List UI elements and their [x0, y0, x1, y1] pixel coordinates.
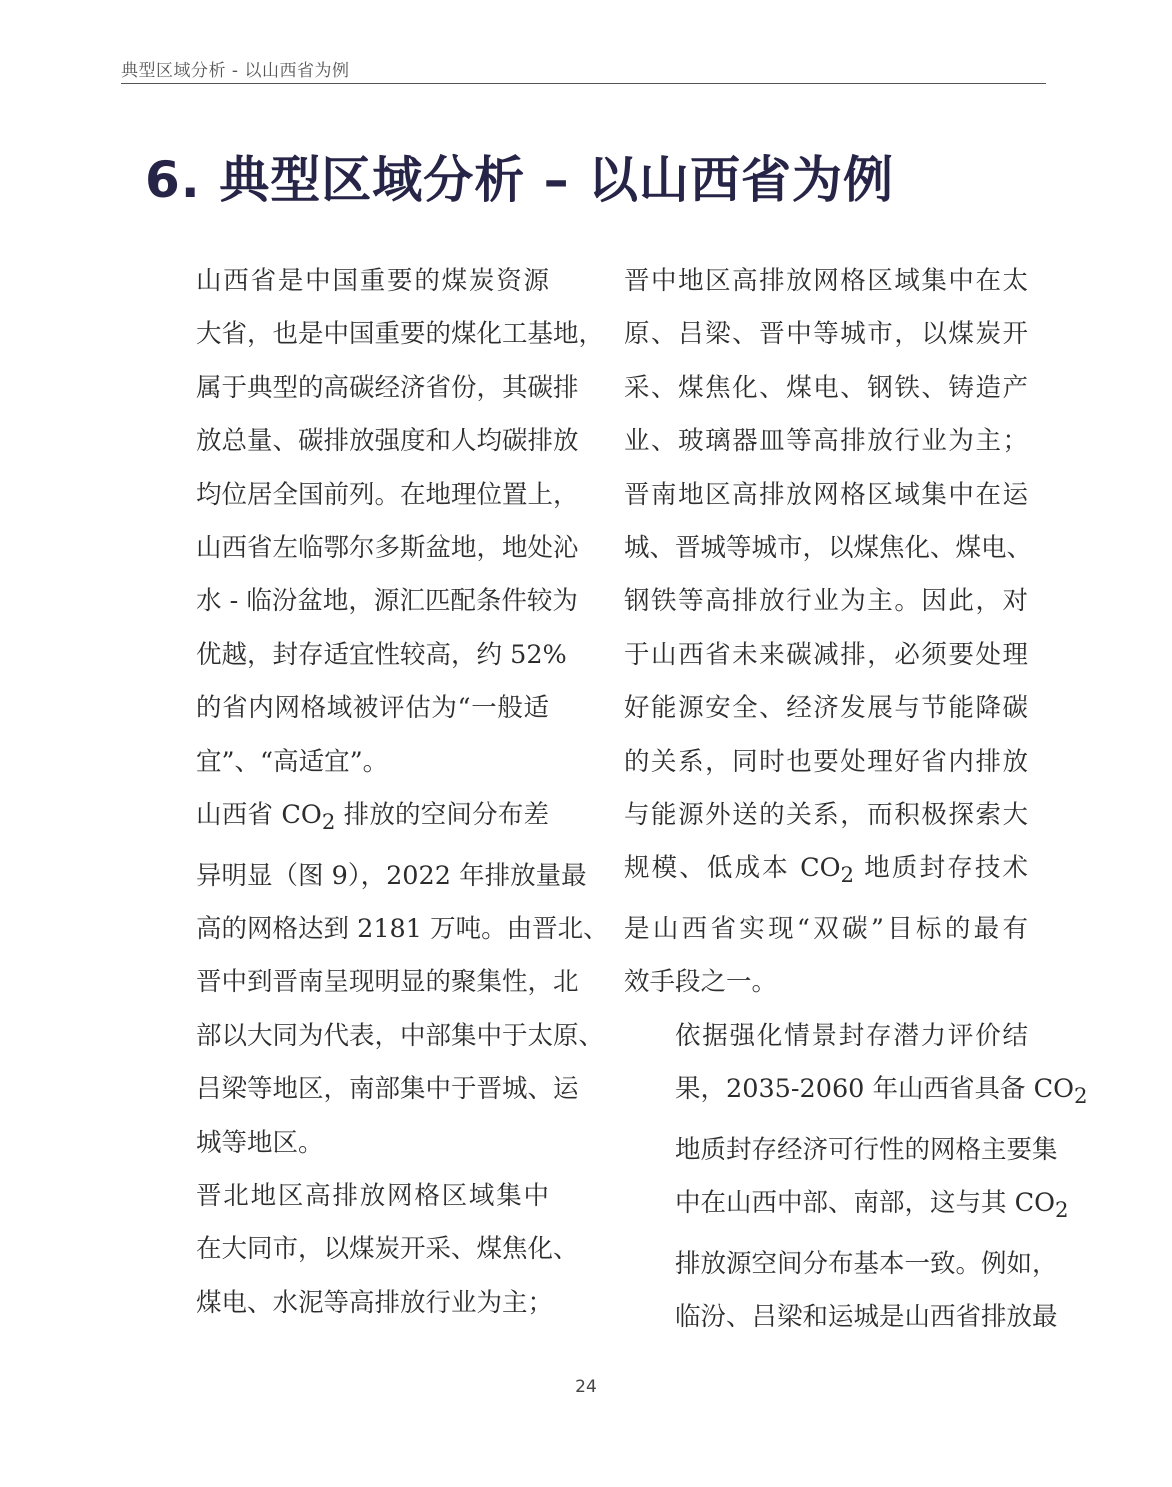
- text-line: 与能源外送的关系，而积极探索大: [624, 800, 1028, 831]
- text-line: 晋南地区高排放网格区域集中在运: [624, 479, 1028, 510]
- text-line: 城等地区。: [196, 1127, 324, 1158]
- text-segment: 中在山西中部、南部，这与其 CO: [675, 1188, 1056, 1219]
- text-line: 放总量、碳排放强度和人均碳排放: [196, 426, 579, 457]
- text-line: 城、晋城等城市，以煤焦化、煤电、: [624, 533, 1033, 564]
- paragraph-jinbei: [145, 1170, 579, 1330]
- text-line: [624, 1063, 1088, 1124]
- page-title: 6. 典型区域分析 – 以山西省为例: [145, 151, 895, 209]
- text-line: 属于典型的高碳经济省份，其碳排: [196, 372, 579, 403]
- text-line: 好能源安全、经济发展与节能降碳: [624, 693, 1028, 724]
- text-line: 优越，封存适宜性较高，约 52%: [196, 639, 567, 670]
- text-line: 于山西省未来碳减排，必须要处理: [624, 639, 1028, 670]
- subscript-2: 2: [1074, 1084, 1088, 1110]
- text-line: 钢铁等高排放行业为主。因此，对: [624, 586, 1028, 617]
- text-line: 晋北地区高排放网格区域集中: [196, 1181, 549, 1211]
- right-column: [624, 255, 1088, 1344]
- text-line: 采、煤焦化、煤电、钢铁、铸造产: [624, 372, 1028, 403]
- text-line: [145, 789, 549, 850]
- text-segment: 排放的空间分布差: [335, 800, 550, 831]
- text-segment: 果，2035-2060 年山西省具备 CO: [675, 1074, 1075, 1105]
- text-line: 大省，也是中国重要的煤化工基地，: [196, 319, 605, 350]
- text-line: 排放源空间分布基本一致。例如，: [675, 1248, 1058, 1279]
- text-line: [624, 842, 1028, 903]
- text-line: 晋中地区高排放网格区域集中在太: [624, 266, 1028, 296]
- text-line: 临汾、吕梁和运城是山西省排放最: [675, 1302, 1058, 1332]
- text-line: 部以大同为代表，中部集中于太原、: [196, 1020, 605, 1051]
- text-line: [624, 1177, 1069, 1238]
- text-line: 是山西省实现“双碳”目标的最有: [624, 913, 1028, 944]
- text-segment: 山西省 CO: [196, 800, 322, 831]
- page-number: 24: [575, 1377, 597, 1397]
- paragraph-storage-potential: [624, 1010, 1088, 1345]
- text-line: 山西省左临鄂尔多斯盆地，地处沁: [196, 533, 579, 564]
- text-line: 宜”、“高适宜”。: [196, 746, 389, 777]
- text-line: 水 - 临汾盆地，源汇匹配条件较为: [196, 586, 578, 617]
- text-line: 均位居全国前列。在地理位置上，: [196, 479, 579, 510]
- text-line: 异明显（图 9），2022 年排放量最: [196, 860, 587, 891]
- text-line: 山西省是中国重要的煤炭资源: [196, 266, 549, 296]
- subscript-2: 2: [1055, 1198, 1069, 1224]
- text-line: 的关系，同时也要处理好省内排放: [624, 746, 1028, 777]
- paragraph-regional-industries: [624, 255, 1033, 1010]
- text-line: 吕梁等地区，南部集中于晋城、运: [196, 1074, 579, 1105]
- paragraph-overview: [145, 255, 605, 789]
- header-rule: [121, 83, 1046, 84]
- subscript-2: 2: [840, 863, 855, 889]
- subscript-2: 2: [321, 810, 336, 836]
- text-line: 高的网格达到 2181 万吨。由晋北、: [196, 913, 609, 944]
- text-line: 依据强化情景封存潜力评价结: [675, 1020, 1028, 1051]
- text-line: 业、玻璃器皿等高排放行业为主；: [624, 426, 1028, 457]
- running-header: 典型区域分析 - 以山西省为例: [121, 61, 350, 81]
- text-segment: 地质封存技术: [854, 853, 1028, 884]
- text-line: 在大同市，以煤炭开采、煤焦化、: [196, 1234, 579, 1265]
- text-line: 煤电、水泥等高排放行业为主；: [196, 1287, 554, 1318]
- text-segment: 规模、低成本 CO: [624, 853, 841, 884]
- left-column: [145, 255, 609, 1330]
- text-line: 效手段之一。: [624, 967, 778, 998]
- paragraph-emission-distribution: [145, 789, 609, 1170]
- text-line: 的省内网格域被评估为“一般适: [196, 693, 549, 724]
- text-line: 地质封存经济可行性的网格主要集: [675, 1134, 1058, 1165]
- text-line: 原、吕梁、晋中等城市，以煤炭开: [624, 319, 1028, 350]
- text-line: 晋中到晋南呈现明显的聚集性，北: [196, 967, 579, 998]
